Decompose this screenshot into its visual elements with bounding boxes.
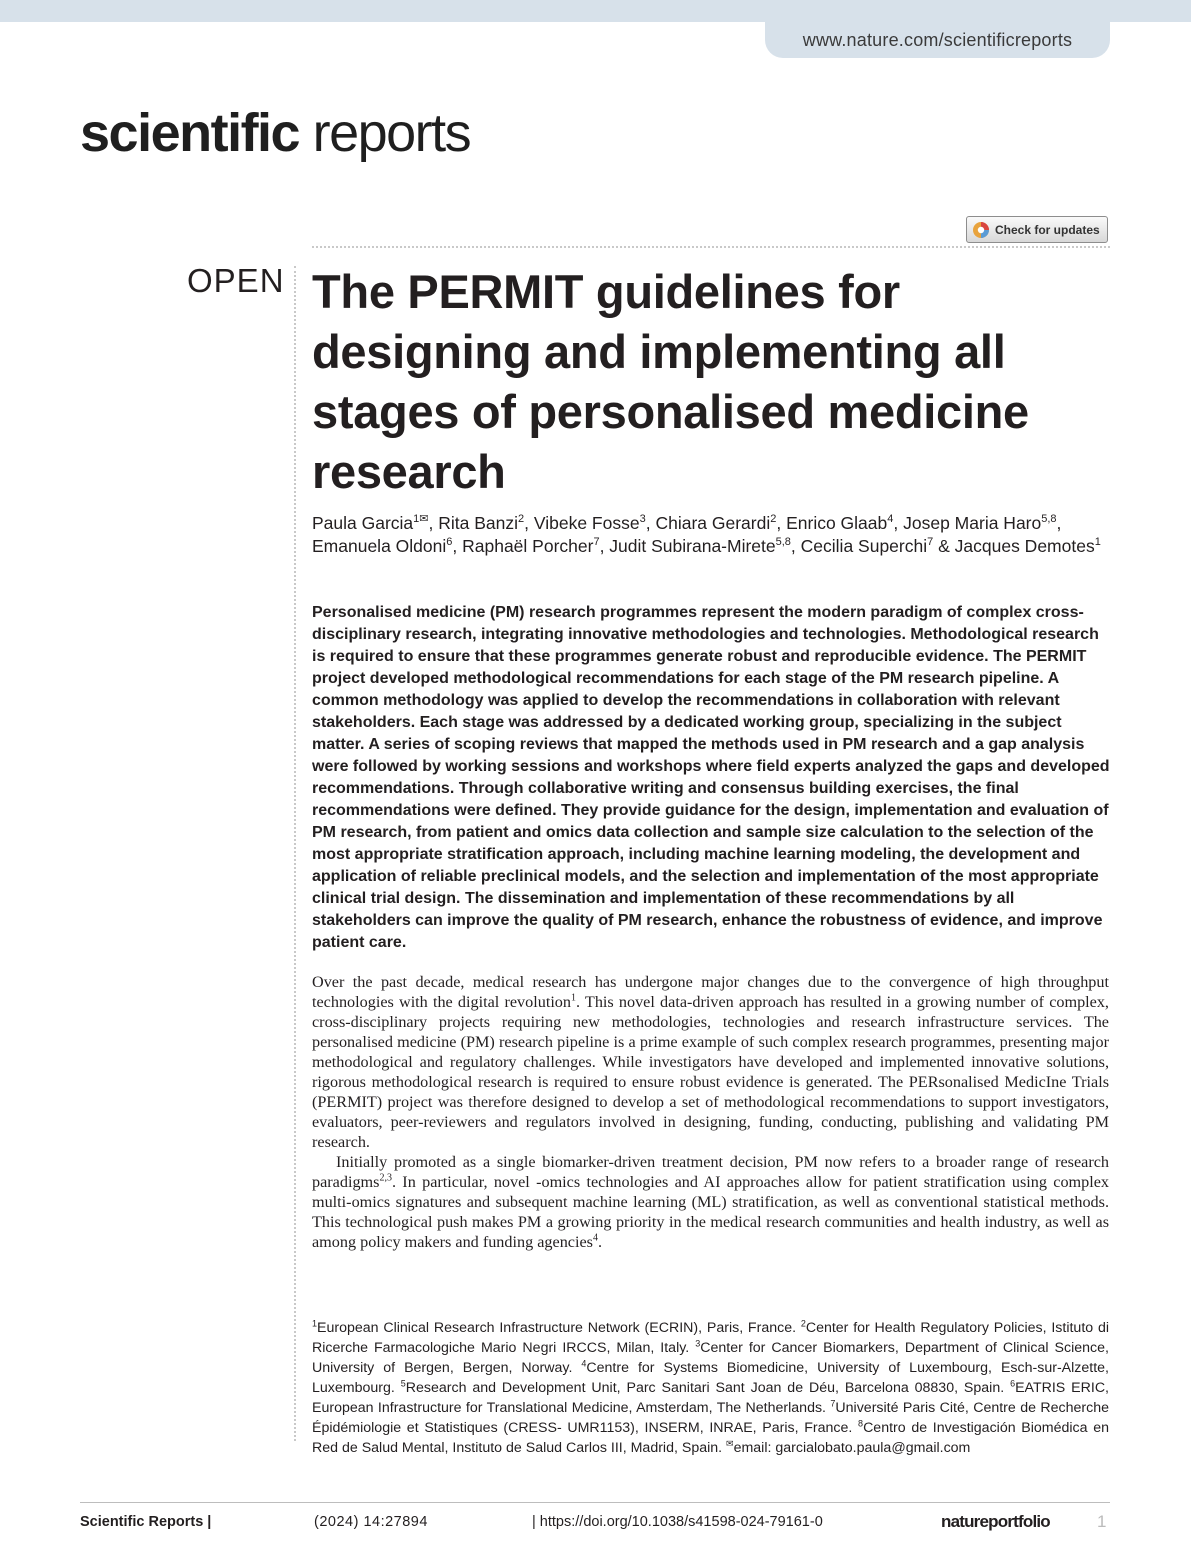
author-separator: , bbox=[428, 513, 439, 533]
affiliation-number: ✉ bbox=[726, 1438, 734, 1449]
affiliation-text: Centre for Systems Biomedicine, University of Luxembourg, Esch-sur-Alzette, Luxembourg. bbox=[312, 1360, 1109, 1396]
author-affiliation-marker: 2 bbox=[518, 513, 525, 526]
author-separator: , bbox=[1056, 513, 1062, 533]
footer-volume: (2024) 14:27894 bbox=[314, 1514, 428, 1530]
affiliation-text: EATRIS ERIC, European Infrastructure for Translational Medicine, Amsterdam, The Netherlands. bbox=[312, 1380, 1110, 1416]
author-name[interactable]: Rita Banzi bbox=[438, 513, 519, 533]
body-text: . In particular, novel -omics technologies and AI approaches allow for patient stratification using complex multi-omics signatures and subsequent machine learning (ML) stratification, as well as conventional statistical methods. This technological push makes PM a growing priority in the medical research communities and health industry, as well as among policy makers and funding agencies bbox=[312, 1173, 1109, 1251]
author-separator: , bbox=[599, 536, 610, 556]
reference-marker[interactable]: 2,3 bbox=[379, 1172, 392, 1184]
author-separator: , bbox=[452, 536, 463, 556]
author-separator: , bbox=[645, 513, 656, 533]
affiliation-number: 6 bbox=[1010, 1378, 1016, 1389]
author-affiliation-marker: 7 bbox=[593, 536, 600, 549]
affiliation-number: 1 bbox=[312, 1318, 318, 1329]
author-name[interactable]: Jacques Demotes bbox=[954, 536, 1095, 556]
journal-url[interactable] bbox=[765, 22, 1110, 58]
body-text: Over the past decade, medical research has undergone major changes due to the convergence of high throughput technologies with the digital revolution bbox=[312, 973, 1109, 1011]
author-name[interactable]: Vibeke Fosse bbox=[533, 513, 640, 533]
reference-marker[interactable]: 1 bbox=[571, 992, 576, 1004]
affiliations bbox=[312, 1318, 1109, 1458]
footer-rule bbox=[80, 1502, 1110, 1503]
affiliation-text: European Clinical Research Infrastructure Network (ECRIN), Paris, France. bbox=[317, 1320, 801, 1336]
page-footer bbox=[80, 1512, 1111, 1534]
author-affiliation-marker: 6 bbox=[446, 536, 453, 549]
author-name[interactable]: Emanuela Oldoni bbox=[312, 536, 447, 556]
author-list bbox=[312, 512, 1112, 558]
body-text: Initially promoted as a single biomarker-driven treatment decision, PM now refers to a broader range of research paradigms bbox=[312, 1153, 1109, 1191]
affiliation-number: 4 bbox=[581, 1358, 587, 1369]
article-body bbox=[312, 972, 1109, 1252]
affiliation-text: email: garcialobato.paula@gmail.com bbox=[733, 1440, 971, 1456]
author-separator: , bbox=[893, 513, 904, 533]
author-affiliation-marker: 1 bbox=[1094, 536, 1101, 549]
author-name[interactable]: Raphaël Porcher bbox=[462, 536, 594, 556]
affiliation-text: Université Paris Cité, Centre de Recherche Épidémiologie et Statistiques (CRESS- UMR1153), INSERM, INRAE, Paris, France. bbox=[312, 1400, 1109, 1436]
author-name[interactable]: Judit Subirana-Mirete bbox=[609, 536, 776, 556]
journal-logo-light: reports bbox=[299, 103, 471, 163]
affiliation-text: Center for Cancer Biomarkers, Department of Clinical Science, University of Bergen, Bergen, Norway. bbox=[312, 1340, 1109, 1376]
author-name[interactable]: Cecilia Superchi bbox=[800, 536, 928, 556]
author-name[interactable]: Chiara Gerardi bbox=[655, 513, 771, 533]
author-affiliation-marker: 1✉ bbox=[413, 513, 429, 526]
author-name[interactable]: Paula Garcia bbox=[312, 513, 414, 533]
abstract: Personalised medicine (PM) research programmes represent the modern paradigm of complex cross-disciplinary research, integrating innovative methodologies and technologies. Methodological research is required to ensure that these programmes generate robust and reproducible evidence. The PERMIT project developed methodological recommendations for each stage of the PM research pipeline. A common methodology was applied to develop the recommendations in collaboration with relevant stakeholders. Each stage was addressed by a dedicated working group, specializing in the subject matter. A series of scoping reviews that mapped the methods used in PM research and a gap analysis were followed by working sessions and workshops where field experts analyzed the gaps and developed recommendations. Through collaborative writing and consensus building exercises, the final recommendations were defined. They provide guidance for the design, implementation and evaluation of PM research, from patient and omics data collection and sample size calculation to the selection of the most appropriate stratification approach, including machine learning modeling, the development and application of reliable preclinical models, and the selection and implementation of the most appropriate clinical trial design. The dissemination and implementation of these recommendations by all stakeholders can improve the quality of PM research, enhance the robustness of evidence, and improve patient care. bbox=[312, 604, 1110, 951]
author-affiliation-marker: 5,8 bbox=[1041, 513, 1057, 526]
author-name[interactable]: Enrico Glaab bbox=[786, 513, 888, 533]
title-separator bbox=[312, 246, 1110, 248]
body-paragraph bbox=[312, 1152, 1109, 1252]
body-paragraph bbox=[312, 972, 1109, 1152]
body-text: . This novel data-driven approach has resulted in a growing number of complex, cross-disciplinary projects requiring new methodologies, technologies and research infrastructure services. The personalised medicine (PM) research pipeline is a prime example of such complex research programmes, presenting major methodological and regulatory challenges. While investigators have developed and implemented innovative solutions, rigorous methodological research is required to ensure robust evidence is generated. The PERsonalised MedicIne Trials (PERMIT) project was therefore designed to develop a set of methodological recommendations to support investigators, evaluators, peer-reviewers and regulators involved in designing, funding, conducting, publishing and validating PM research. bbox=[312, 993, 1109, 1151]
reference-marker[interactable]: 4 bbox=[592, 1232, 598, 1244]
crossmark-icon bbox=[972, 221, 990, 239]
publisher-logo: natureportfolio bbox=[941, 1512, 1050, 1531]
page-number: 1 bbox=[1097, 1512, 1107, 1531]
affiliation-number: 3 bbox=[695, 1338, 701, 1349]
footer-journal: Scientific Reports | bbox=[80, 1514, 212, 1530]
open-access-label: OPEN bbox=[187, 262, 285, 299]
author-separator: & bbox=[933, 536, 955, 556]
affiliation-text: Center for Health Regulatory Policies, Istituto di Ricerche Farmacologiche Mario Negri IRCCS, Milan, Italy. bbox=[312, 1320, 1109, 1356]
check-for-updates-label: Check for updates bbox=[995, 222, 1100, 237]
body-text: . bbox=[597, 1233, 602, 1251]
affiliation-number: 2 bbox=[800, 1318, 806, 1329]
column-separator bbox=[294, 266, 296, 1441]
author-affiliation-marker: 3 bbox=[639, 513, 646, 526]
author-affiliation-marker: 5,8 bbox=[775, 536, 791, 549]
author-separator: , bbox=[790, 536, 801, 556]
top-band bbox=[0, 0, 1191, 22]
author-separator: , bbox=[776, 513, 787, 533]
affiliation-number: 8 bbox=[858, 1418, 864, 1429]
affiliation-text: Research and Development Unit, Parc Sanitari Sant Joan de Déu, Barcelona 08830, Spain. bbox=[405, 1380, 1011, 1396]
journal-logo-bold: scientific bbox=[80, 103, 300, 163]
footer-doi-link[interactable]: | https://doi.org/10.1038/s41598-024-79161-0 bbox=[532, 1514, 823, 1530]
author-affiliation-marker: 2 bbox=[770, 513, 777, 526]
check-for-updates-button[interactable] bbox=[966, 216, 1108, 243]
journal-logo bbox=[80, 98, 470, 168]
author-name[interactable]: Josep Maria Haro bbox=[903, 513, 1042, 533]
journal-url-text[interactable]: www.nature.com/scientificreports bbox=[802, 29, 1073, 50]
author-affiliation-marker: 4 bbox=[887, 513, 894, 526]
article-title: The PERMIT guidelines for designing and implementing all stages of personalised medicine research bbox=[312, 265, 1029, 498]
affiliation-text: Centro de Investigación Biomédica en Red de Salud Mental, Instituto de Salud Carlos III, Madrid, Spain. bbox=[312, 1420, 1109, 1456]
affiliation-number: 5 bbox=[400, 1378, 406, 1389]
author-separator: , bbox=[524, 513, 534, 533]
affiliation-number: 7 bbox=[830, 1398, 836, 1409]
author-affiliation-marker: 7 bbox=[927, 536, 934, 549]
